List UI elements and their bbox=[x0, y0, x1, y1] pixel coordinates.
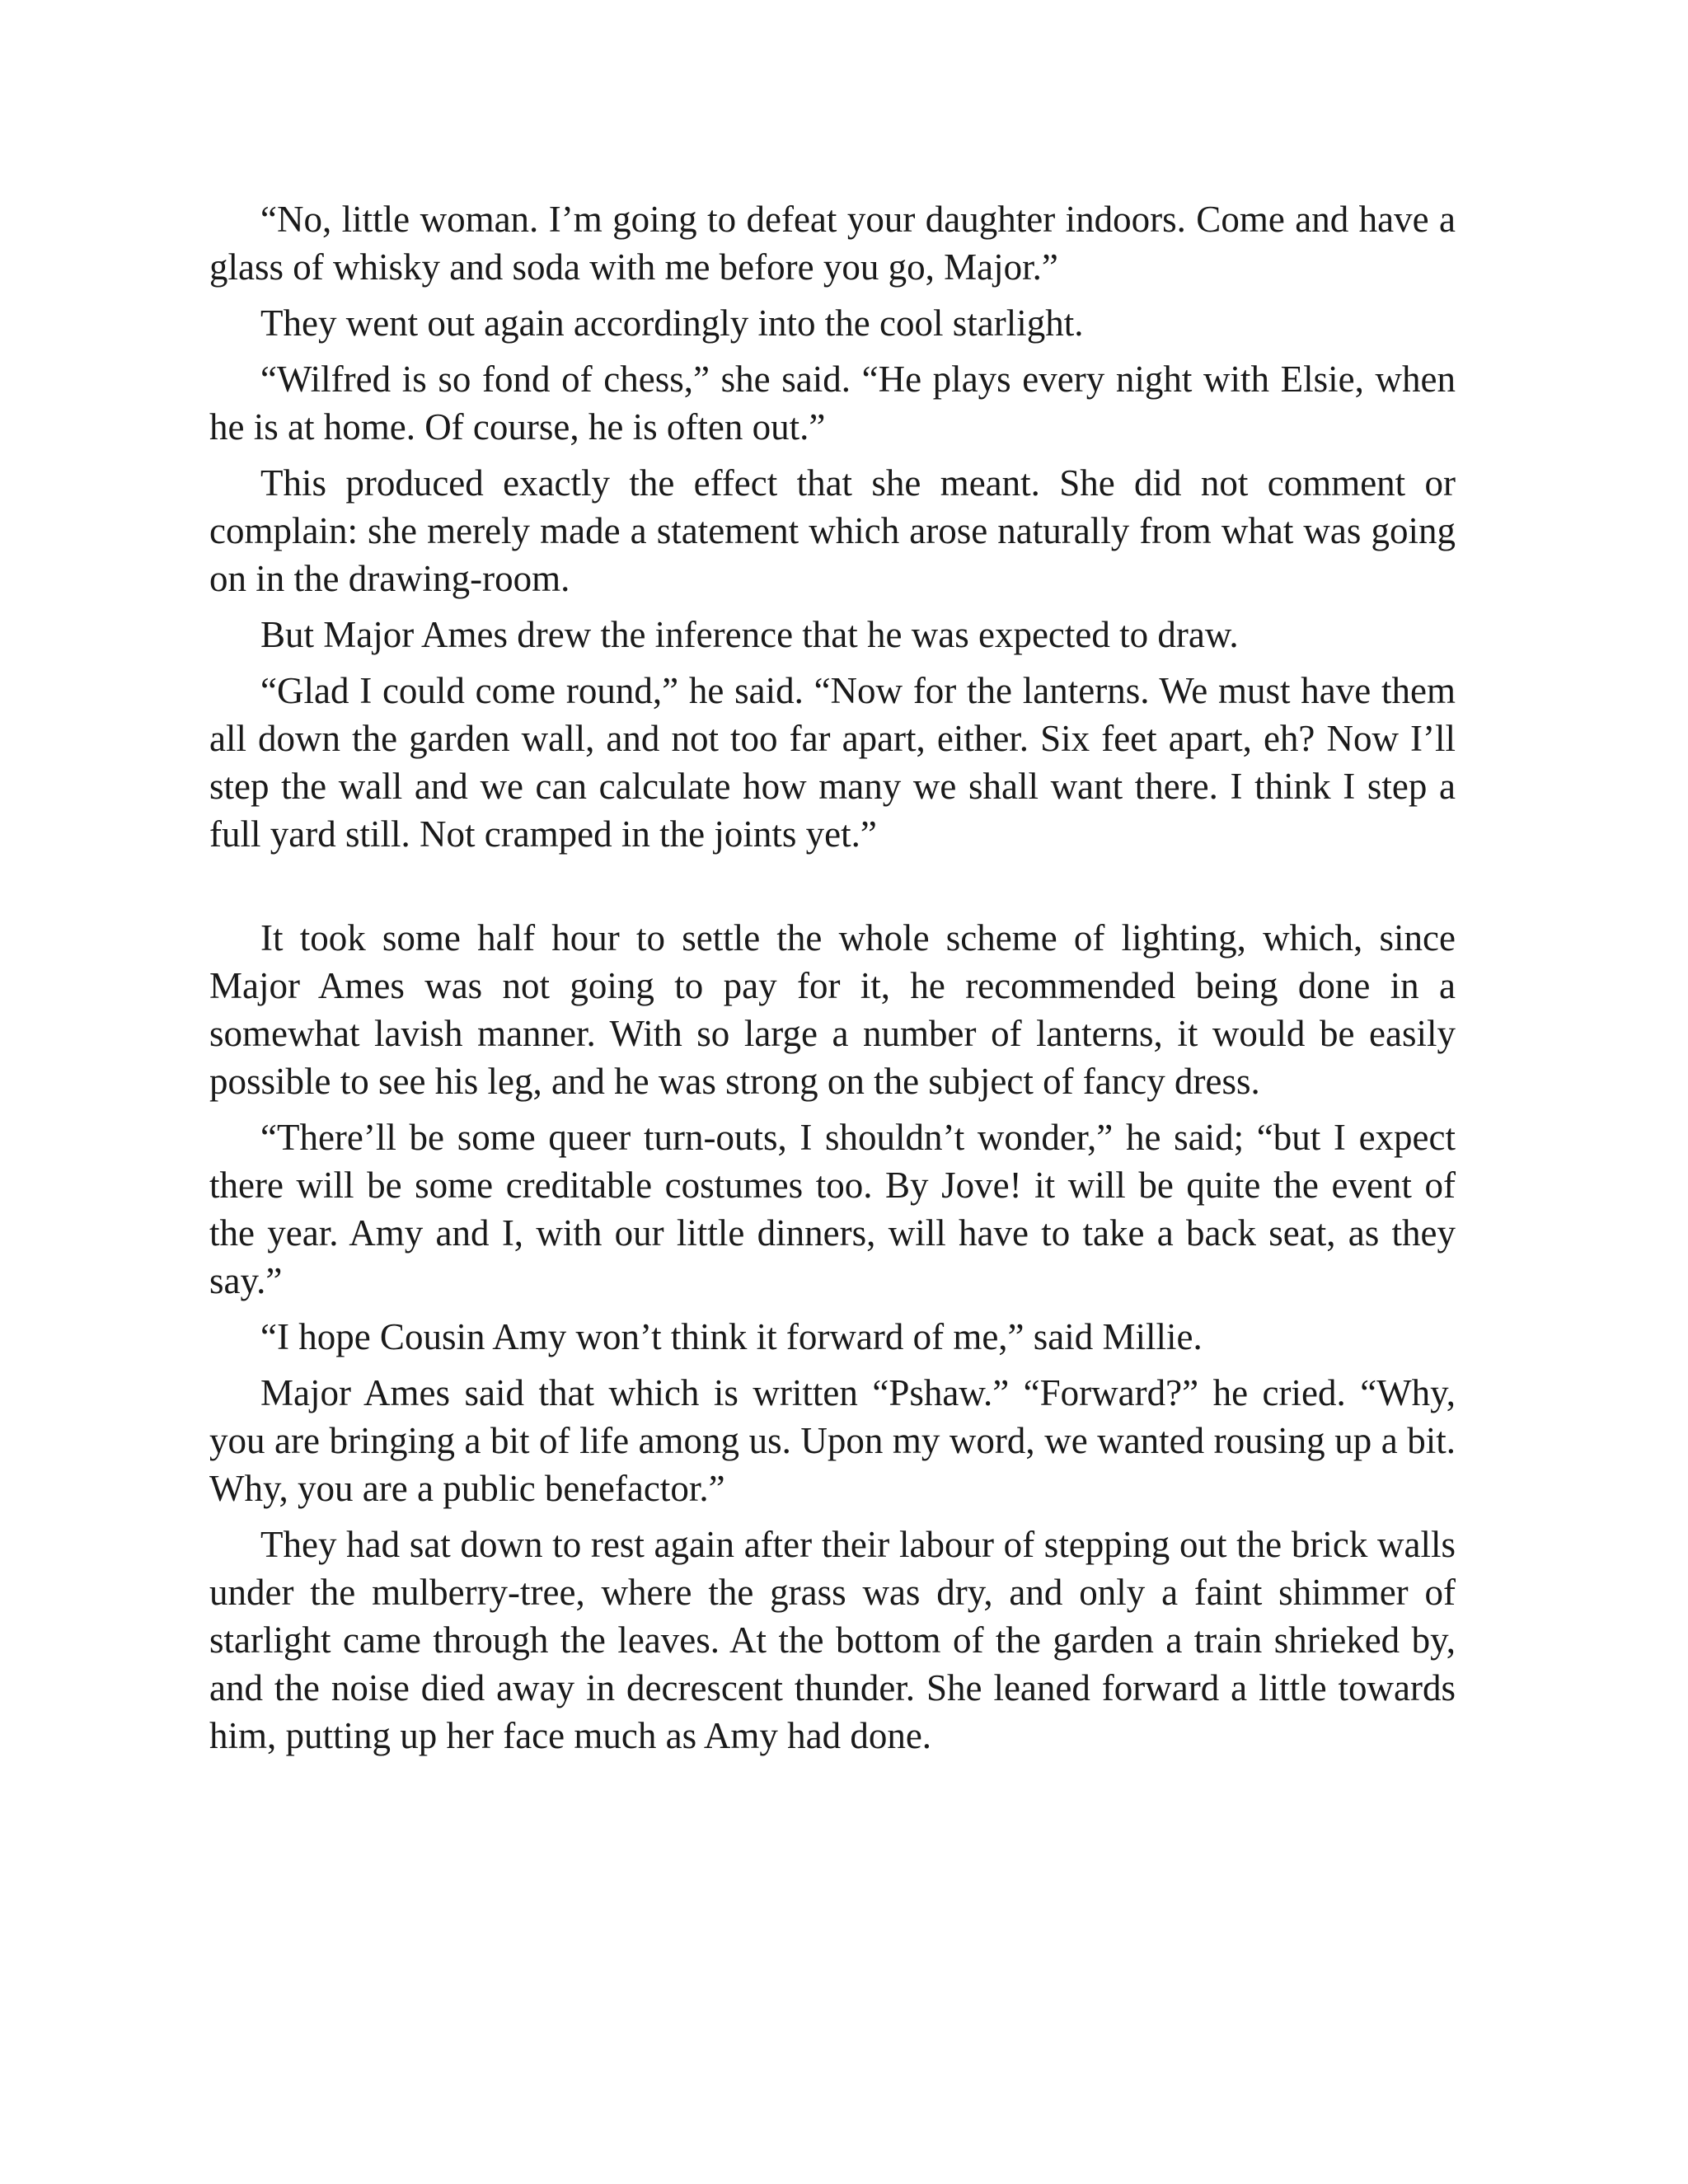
paragraph: This produced exactly the effect that she meant. She did not comment or complain: she merely made a statement which arose naturally from what was going on in the drawing-room. bbox=[209, 462, 1456, 599]
text-section-2 bbox=[209, 914, 1456, 1768]
paragraph: “Glad I could come round,” he said. “Now for the lanterns. We must have them all down the garden wall, and not too far apart, either. Six feet apart, eh? Now I’ll step the wall and we can calculate how many we shall want there. I think I step a full yard still. Not cramped in the joints yet.” bbox=[209, 670, 1456, 855]
paragraph: “I hope Cousin Amy won’t think it forward of me,” said Millie. bbox=[260, 1316, 1203, 1357]
paragraph: They went out again accordingly into the cool starlight. bbox=[260, 302, 1084, 344]
paragraph: It took some half hour to settle the whole scheme of lighting, which, since Major Ames was not going to pay for it, he recommended being done in a somewhat lavish manner. With so large a number of lanterns, it would be easily possible to see his leg, and he was strong on the subject of fancy dress. bbox=[209, 917, 1456, 1102]
paragraph: “Wilfred is so fond of chess,” she said. “He plays every night with Elsie, when he is at home. Of course, he is often out.” bbox=[209, 359, 1456, 448]
text-section-1 bbox=[209, 195, 1456, 866]
paragraph: Major Ames said that which is written “Pshaw.” “Forward?” he cried. “Why, you are bringing a bit of life among us. Upon my word, we wanted rousing up a bit. Why, you are a public benefactor.” bbox=[209, 1372, 1456, 1509]
paragraph: “No, little woman. I’m going to defeat your daughter indoors. Come and have a glass of whisky and soda with me before you go, Major.” bbox=[209, 199, 1456, 288]
paragraph: “There’ll be some queer turn-outs, I shouldn’t wonder,” he said; “but I expect there will be some creditable costumes too. By Jove! it will be quite the event of the year. Amy and I, with our little dinners, will have to take a back seat, as they say.” bbox=[209, 1117, 1456, 1301]
paragraph: But Major Ames drew the inference that he was expected to draw. bbox=[260, 614, 1239, 655]
paragraph: They had sat down to rest again after their labour of stepping out the brick walls under the mulberry-tree, where the grass was dry, and only a faint shimmer of starlight came through the leaves. At the bottom of the garden a train shrieked by, and the noise died away in decrescent thunder. She leaned forward a little towards him, putting up her face much as Amy had done. bbox=[209, 1524, 1456, 1756]
